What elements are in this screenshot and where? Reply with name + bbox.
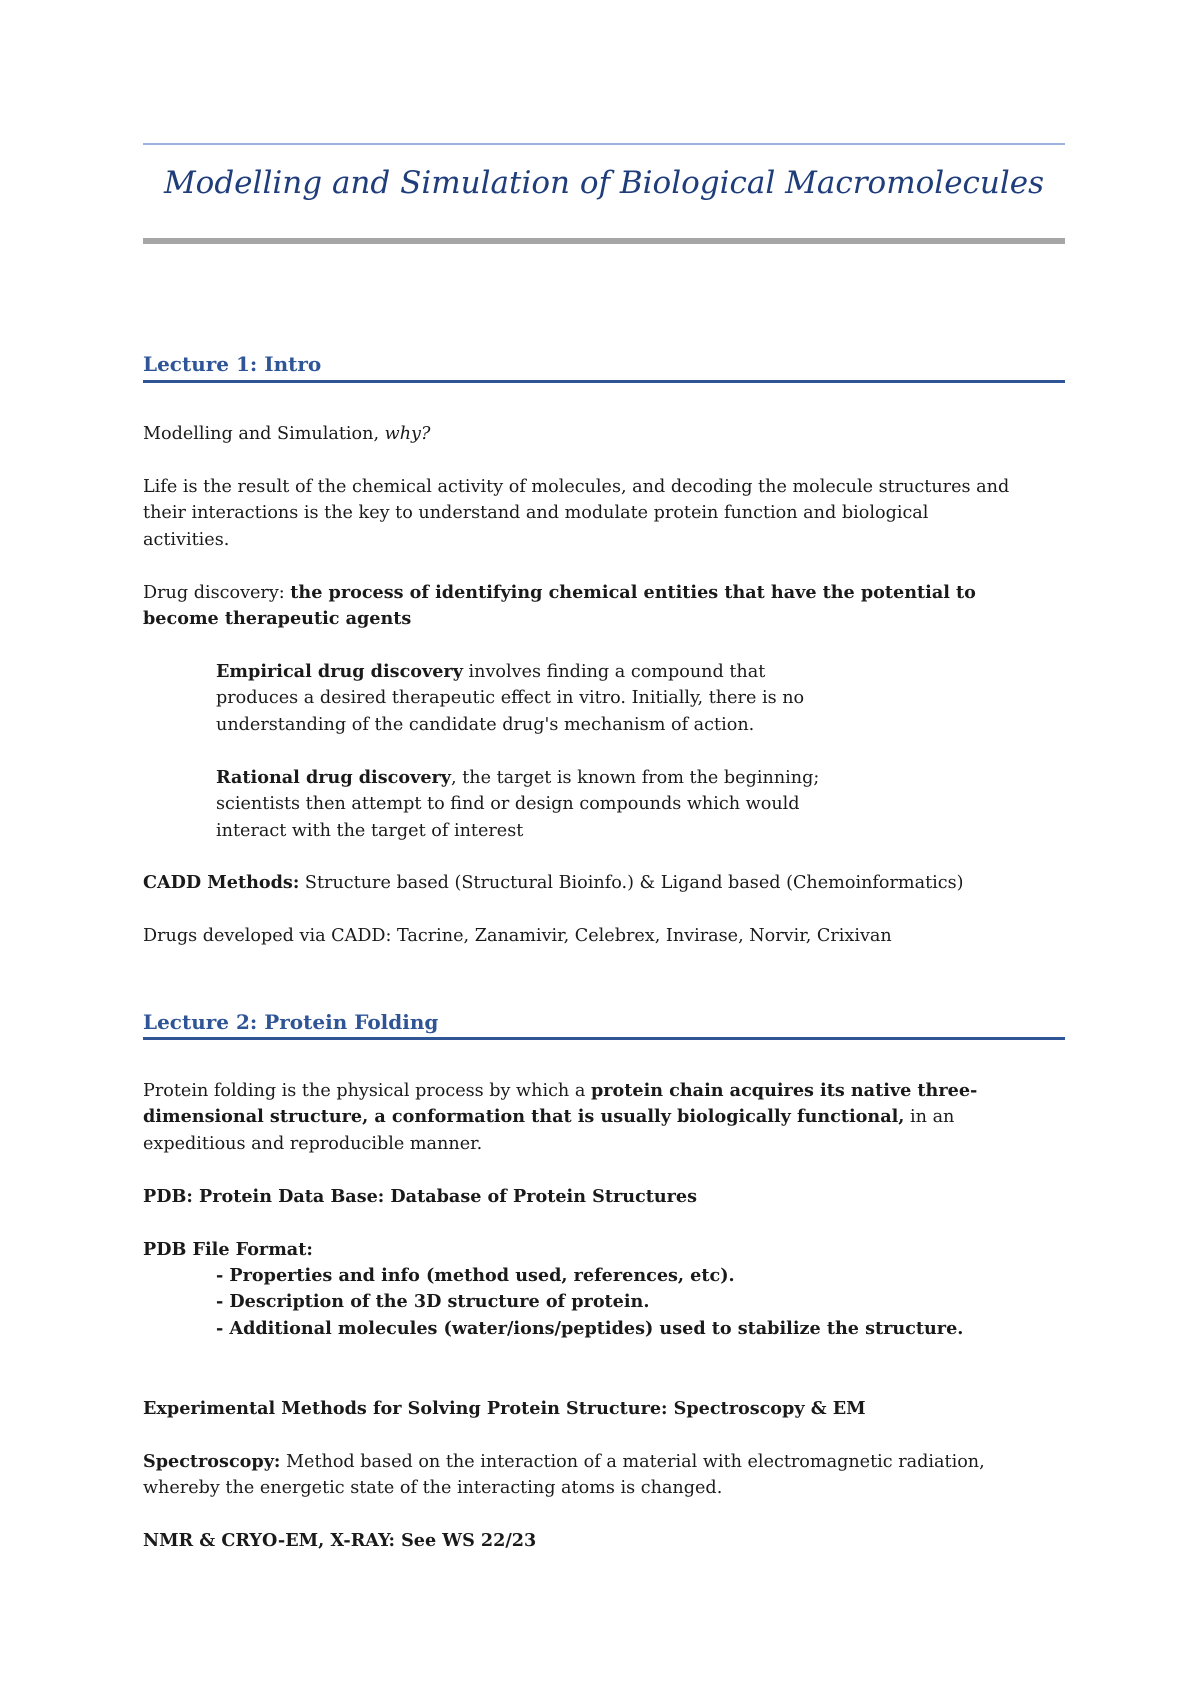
spectroscopy-paragraph	[143, 1449, 1065, 1502]
spectroscopy-text: Method based on the interaction of a material with electromagnetic radiation,	[280, 1452, 985, 1472]
list-item: - Properties and info (method used, references, etc).	[216, 1265, 735, 1286]
empirical-term: Empirical drug discovery	[216, 661, 463, 682]
nmr-paragraph: NMR & CRYO-EM, X-RAY: See WS 22/23	[143, 1530, 537, 1551]
cadd-paragraph	[143, 870, 1065, 896]
pdb-format-label: PDB File Format:	[143, 1239, 313, 1260]
spectroscopy-text: whereby the energetic state of the interacting atoms is changed.	[143, 1478, 723, 1499]
cadd-label: CADD Methods:	[143, 872, 300, 893]
lecture1-heading: Lecture 1: Intro	[143, 352, 322, 376]
drug-discovery-paragraph	[143, 580, 1065, 633]
title-bottom-rule	[143, 238, 1065, 244]
drug-discovery-definition: become therapeutic agents	[143, 608, 412, 630]
cadd-text: Structure based (Structural Bioinfo.) & Ligand based (Chemoinformatics)	[299, 873, 964, 893]
list-item: - Description of the 3D structure of protein.	[216, 1291, 650, 1313]
empirical-text: produces a desired therapeutic effect in vitro. Initially, there is no	[216, 688, 805, 709]
lecture2-heading-rule	[143, 1037, 1065, 1040]
lecture1-heading-rule	[143, 380, 1065, 383]
folding-bold: dimensional structure, a conformation that is usually biologically functional,	[143, 1106, 905, 1128]
life-line: their interactions is the key to understand and modulate protein function and biological	[143, 503, 929, 524]
why-text: Modelling and Simulation,	[143, 424, 385, 444]
why-paragraph	[143, 421, 1065, 447]
folding-text: in an	[904, 1107, 955, 1128]
why-italic: why?	[384, 424, 431, 444]
rational-text: interact with the target of interest	[216, 820, 524, 841]
rational-text: , the target is known from the beginning;	[451, 768, 820, 788]
experimental-methods-paragraph: Experimental Methods for Solving Protein Structure: Spectroscopy & EM	[143, 1398, 866, 1419]
spectroscopy-label: Spectroscopy:	[143, 1451, 281, 1472]
empirical-paragraph	[216, 659, 1138, 738]
folding-text: Protein folding is the physical process by which a	[143, 1081, 591, 1101]
life-paragraph	[143, 474, 1065, 553]
folding-bold: protein chain acquires its native three-	[590, 1080, 978, 1101]
empirical-text: involves finding a compound that	[462, 662, 766, 682]
lecture2-heading: Lecture 2: Protein Folding	[143, 1010, 439, 1034]
page-title: Modelling and Simulation of Biological Macromolecules	[163, 165, 1045, 201]
list-item: - Additional molecules (water/ions/peptides) used to stabilize the structure.	[216, 1317, 964, 1339]
pdb-format-list	[216, 1263, 1138, 1342]
empirical-text: understanding of the candidate drug's mechanism of action.	[216, 714, 755, 735]
life-line: Life is the result of the chemical activity of molecules, and decoding the molecule structures and	[143, 477, 1010, 497]
drug-discovery-definition: the process of identifying chemical entities that have the potential to	[290, 582, 976, 603]
folding-paragraph	[143, 1078, 1065, 1157]
drugs-developed-paragraph: Drugs developed via CADD: Tacrine, Zanamivir, Celebrex, Invirase, Norvir, Crixivan	[143, 926, 892, 946]
rational-text: scientists then attempt to find or design compounds which would	[216, 794, 800, 815]
folding-text: expeditious and reproducible manner.	[143, 1133, 483, 1154]
title-top-rule	[143, 143, 1065, 145]
rational-paragraph	[216, 765, 1138, 844]
rational-term: Rational drug discovery	[216, 767, 452, 788]
drug-discovery-label: Drug discovery:	[143, 583, 291, 603]
pdb-paragraph: PDB: Protein Data Base: Database of Protein Structures	[143, 1186, 698, 1207]
life-line: activities.	[143, 529, 230, 550]
